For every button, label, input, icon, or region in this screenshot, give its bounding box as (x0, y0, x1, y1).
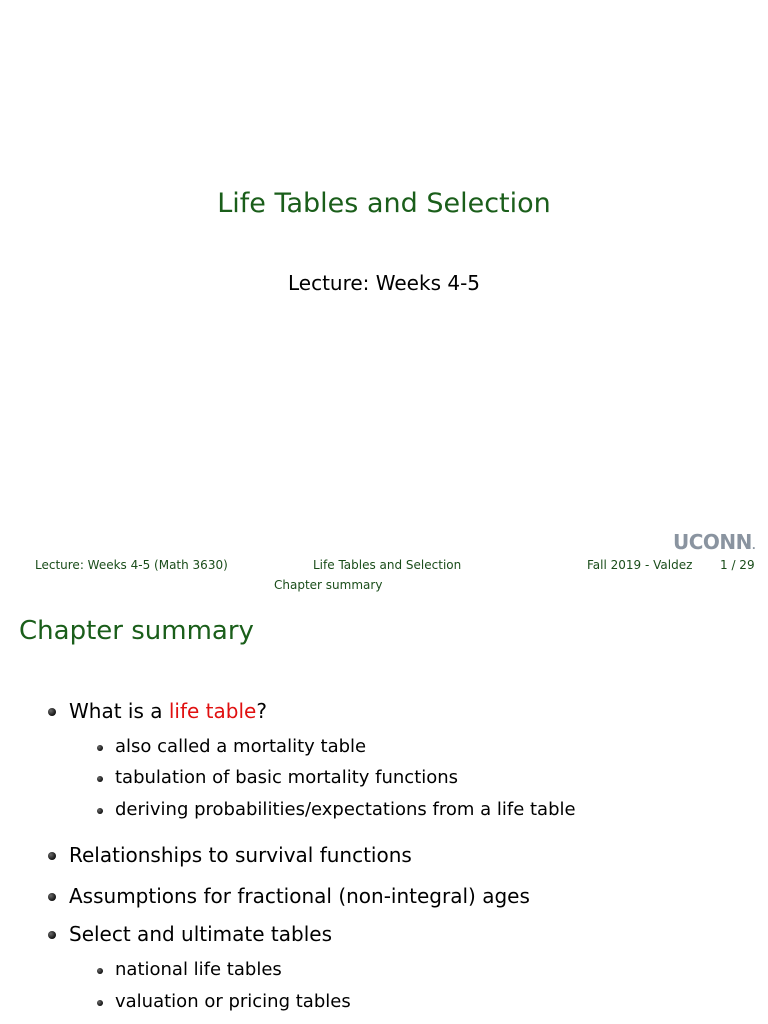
list-item (69, 922, 332, 946)
bullet-icon (48, 931, 56, 939)
item-text-suffix: ? (256, 699, 267, 723)
subitem-text: deriving probabilities/expectations from a life table (115, 799, 576, 820)
subitem-text: tabulation of basic mortality functions (115, 767, 459, 788)
sub-bullet-icon (97, 776, 103, 782)
footer-bar (0, 558, 768, 572)
sub-bullet-icon (97, 745, 103, 751)
section-navigation: Chapter summary (274, 578, 383, 592)
sub-bullet-icon (97, 808, 103, 814)
summary-slide (0, 576, 768, 1024)
highlight-term: life table (168, 699, 257, 723)
item-text: What is a (69, 699, 169, 723)
sub-bullet-icon (97, 968, 103, 974)
sub-list-item (115, 736, 366, 757)
sub-list-item (115, 799, 576, 820)
sub-list-item (115, 767, 458, 788)
item-text: Relationships to survival functions (69, 843, 412, 867)
list-item (69, 884, 530, 908)
logo-text: UCONN (673, 530, 752, 554)
item-text: Assumptions for fractional (non-integral) ages (69, 884, 530, 908)
bullet-icon (48, 708, 56, 716)
footer-term-author: Fall 2019 - Valdez (587, 558, 693, 572)
subitem-text: also called a mortality table (115, 736, 367, 757)
bullet-icon (48, 893, 56, 901)
item-text: Select and ultimate tables (69, 922, 332, 946)
bullet-icon (48, 852, 56, 860)
presentation-subtitle: Lecture: Weeks 4-5 (287, 271, 481, 295)
list-item (69, 843, 412, 867)
subitem-text: national life tables (115, 959, 282, 980)
footer-lecture: Lecture: Weeks 4-5 (Math 3630) (35, 558, 228, 572)
logo-dot: . (751, 541, 756, 552)
sub-list-item (115, 959, 282, 980)
subitem-text: valuation or pricing tables (115, 991, 351, 1012)
frame-title: Chapter summary (19, 616, 254, 646)
uconn-logo (673, 530, 755, 554)
list-item (69, 699, 267, 723)
sub-list-item (115, 991, 351, 1012)
footer-title: Life Tables and Selection (313, 558, 462, 572)
sub-bullet-icon (97, 1000, 103, 1006)
presentation-title: Life Tables and Selection (217, 188, 551, 219)
footer-page-number: 1 / 29 (720, 558, 755, 572)
